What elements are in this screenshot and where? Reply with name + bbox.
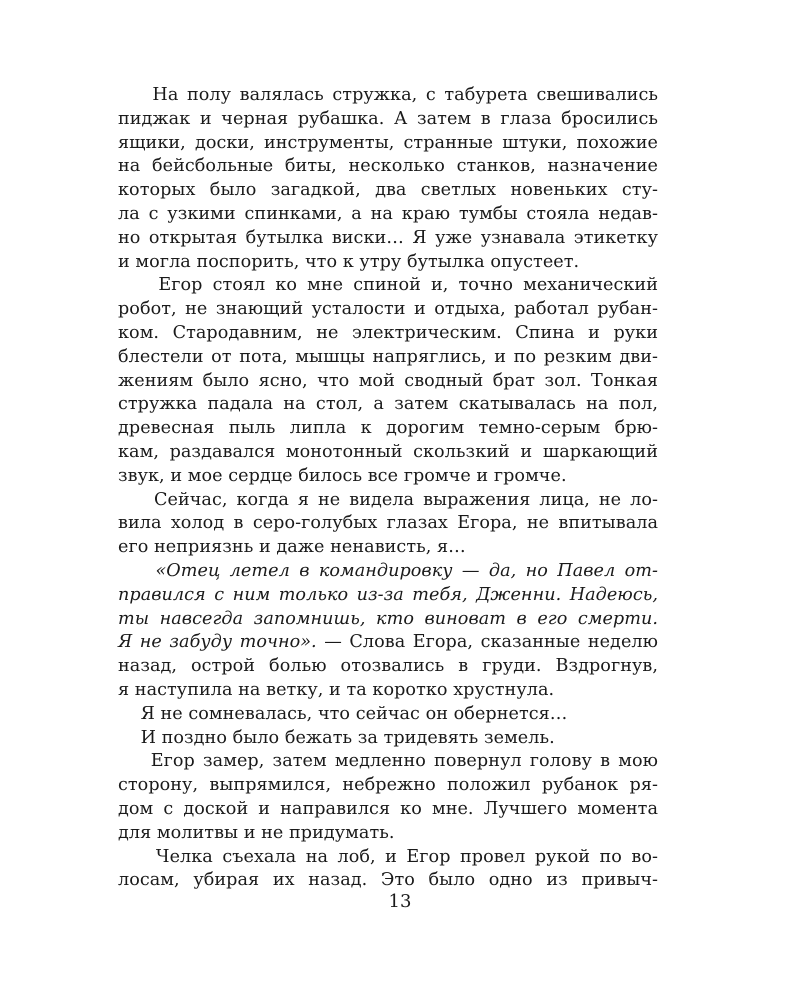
text-line: древесная пыль липла к дорогим темно-серым брю- bbox=[118, 418, 658, 439]
text-line: кам, раздавался монотонный скользкий и шаркающий bbox=[118, 441, 658, 462]
page-text-block bbox=[118, 84, 658, 893]
text-line: для молитвы и не придумать. bbox=[118, 822, 395, 843]
text-line: стружка падала на стол, а затем скатывалась на пол, bbox=[118, 394, 658, 415]
text-line: блестели от пота, мышцы напряглись, и по резким дви- bbox=[118, 346, 658, 367]
text-line: Я не сомневалась, что сейчас он обернется… bbox=[118, 703, 568, 724]
text-line: ком. Стародавним, не электрическим. Спина и руки bbox=[118, 322, 658, 343]
text-line: но открытая бутылка виски… Я уже узнавала этикетку bbox=[118, 227, 658, 248]
text-line: которых было загадкой, два светлых новеньких сту- bbox=[118, 180, 658, 201]
text-line: его неприязнь и даже ненависть, я… bbox=[118, 537, 466, 558]
quote-fragment: Я не забуду точно». bbox=[118, 632, 317, 653]
quote-line: ты навсегда запомнишь, кто виноват в его смерти. bbox=[118, 608, 658, 629]
quote-line: «Отец летел в командировку — да, но Павел от- bbox=[118, 560, 658, 581]
text-line: на бейсбольные биты, несколько станков, назначение bbox=[118, 156, 658, 177]
text-line: сторону, выпрямился, небрежно положил рубанок ря- bbox=[118, 775, 658, 796]
text-line: Егор стоял ко мне спиной и, точно механический bbox=[118, 275, 658, 296]
text-line: назад, острой болью отозвались в груди. Вздрогнув, bbox=[118, 656, 658, 677]
text-line: и могла поспорить, что к утру бутылка опустеет. bbox=[118, 251, 580, 272]
text-line: ла с узкими спинками, а на краю тумбы стояла недав- bbox=[118, 203, 658, 224]
text-line: Сейчас, когда я не видела выражения лица, не ло- bbox=[118, 489, 658, 510]
text-line-mixed bbox=[118, 631, 658, 655]
text-line: На полу валялась стружка, с табурета свешивались bbox=[118, 85, 658, 105]
text-line: лосам, убирая их назад. Это было одно из привыч- bbox=[118, 870, 658, 891]
text-line: И поздно было бежать за тридевять земель. bbox=[118, 727, 555, 748]
text-line: вила холод в серо-голубых глазах Егора, не впитывала bbox=[118, 513, 658, 534]
text-line: жениям было ясно, что мой сводный брат зол. Тонкая bbox=[118, 370, 658, 391]
text-line: ящики, доски, инструменты, странные штуки, похожие bbox=[118, 132, 658, 153]
quote-line: правился с ним только из-за тебя, Дженни. Надеюсь, bbox=[118, 584, 658, 605]
text-line: звук, и мое сердце билось все громче и громче. bbox=[118, 465, 567, 486]
page-number: 13 bbox=[388, 891, 412, 912]
text-line: я наступила на ветку, и та коротко хрустнула. bbox=[118, 679, 555, 700]
text-line: дом с доской и направился ко мне. Лучшего момента bbox=[118, 798, 658, 819]
text-line: робот, не знающий усталости и отдыха, работал рубан- bbox=[118, 299, 658, 320]
text-line: Челка съехала на лоб, и Егор провел рукой по во- bbox=[118, 846, 658, 867]
text-fragment: — Слова Егора, сказанные неделю bbox=[316, 632, 658, 653]
text-line: Егор замер, затем медленно повернул голову в мою bbox=[118, 751, 658, 772]
text-line: пиджак и черная рубашка. А затем в глаза бросились bbox=[118, 108, 658, 129]
